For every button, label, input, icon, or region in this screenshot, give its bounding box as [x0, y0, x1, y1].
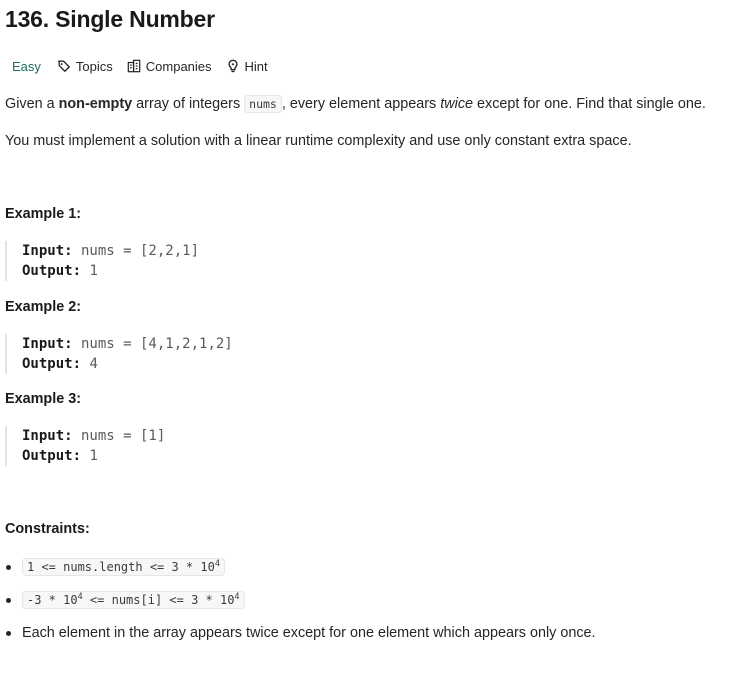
building-icon: [127, 59, 141, 73]
input-label: Input:: [22, 243, 73, 259]
description-paragraph-2: You must implement a solution with a linear runtime complexity and use only constant extra space.: [5, 133, 632, 149]
text-segment: array of integers: [132, 96, 245, 112]
superscript: 4: [214, 559, 220, 569]
output-label: Output:: [22, 448, 82, 464]
constraint-text: Each element in the array appears twice except for one element which appears only once.: [22, 625, 596, 641]
bullet-dot: [6, 565, 11, 570]
text-segment: Given a: [5, 96, 59, 112]
problem-title: 136. Single Number: [5, 6, 215, 32]
output-value: 1: [81, 448, 98, 464]
example-output-line: [22, 261, 422, 281]
example-input-line: [22, 241, 422, 261]
input-value: nums = [1]: [72, 428, 166, 444]
example-heading: Example 2:: [5, 299, 81, 315]
input-value: nums = [2,2,1]: [72, 243, 200, 259]
inline-code: [22, 558, 225, 576]
output-value: 1: [81, 263, 98, 279]
difficulty-badge: [5, 56, 48, 76]
output-label: Output:: [22, 263, 82, 279]
code-text: 1 <= nums.length <= 3 * 10: [27, 560, 215, 574]
superscript: 4: [77, 592, 83, 602]
constraints-heading: Constraints:: [5, 521, 90, 537]
companies-button[interactable]: [120, 56, 219, 76]
output-label: Output:: [22, 356, 82, 372]
input-label: Input:: [22, 336, 73, 352]
italic-text: twice: [440, 96, 474, 112]
list-item: [5, 589, 245, 611]
code-text: <= nums[i] <= 3 * 10: [82, 593, 235, 607]
bold-text: non-empty: [58, 96, 133, 112]
hint-label: Hint: [244, 58, 268, 74]
input-value: nums = [4,1,2,1,2]: [72, 336, 233, 352]
inline-code: nums: [244, 95, 282, 113]
topics-button[interactable]: [50, 56, 120, 76]
list-item: [5, 622, 596, 644]
bullet-dot: [6, 598, 11, 603]
example-heading: Example 3:: [5, 391, 81, 407]
companies-label: Companies: [145, 58, 212, 74]
bullet-dot: [6, 631, 11, 636]
problem-tags: [5, 56, 275, 76]
lightbulb-icon: [226, 59, 240, 73]
example-input-line: [22, 426, 422, 446]
code-text: -3 * 10: [27, 593, 78, 607]
example-block: [5, 334, 422, 374]
output-value: 4: [81, 356, 98, 372]
tag-icon: [57, 59, 71, 73]
example-output-line: [22, 354, 422, 374]
example-heading: Example 1:: [5, 206, 81, 222]
hint-button[interactable]: [219, 56, 275, 76]
example-block: [5, 426, 422, 466]
topics-label: Topics: [75, 58, 113, 74]
superscript: 4: [234, 592, 240, 602]
difficulty-label: Easy: [12, 58, 41, 74]
text-segment: , every element appears: [281, 96, 441, 112]
example-output-line: [22, 446, 422, 466]
example-block: [5, 241, 422, 281]
inline-code: [22, 591, 245, 609]
text-segment: except for one. Find that single one.: [473, 96, 706, 112]
example-input-line: [22, 334, 422, 354]
input-label: Input:: [22, 428, 73, 444]
list-item: [5, 556, 225, 578]
description-paragraph-1: [5, 94, 706, 114]
